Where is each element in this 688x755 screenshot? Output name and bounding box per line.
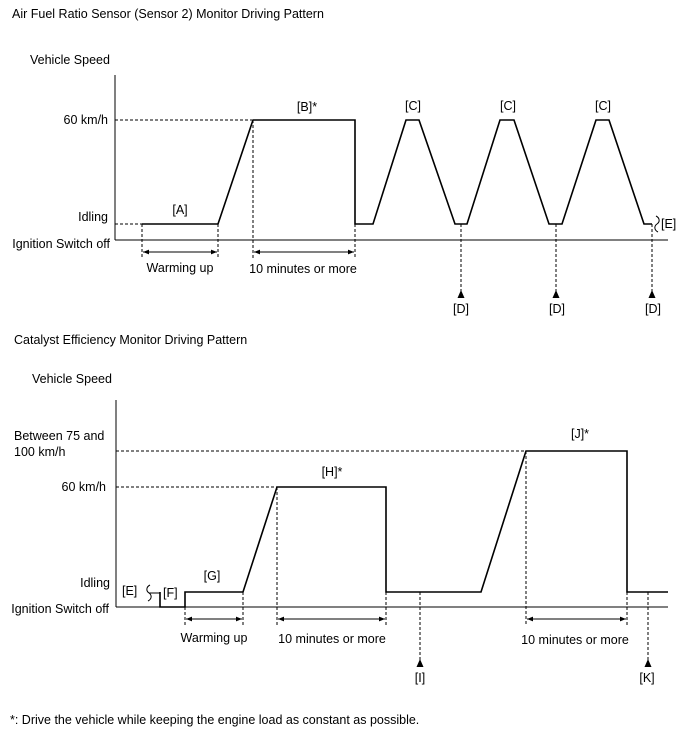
diagram2-ten-minutes-label-2: 10 minutes or more <box>521 633 629 647</box>
diagram1-label-c3: [C] <box>595 99 611 113</box>
footnote: *: Drive the vehicle while keeping the engine load as constant as possible. <box>10 713 420 727</box>
diagram1-label-b: [B]* <box>296 100 318 114</box>
diagram1-break-symbol-icon <box>655 216 659 232</box>
diagram1-title: Air Fuel Ratio Sensor (Sensor 2) Monitor Driving Pattern <box>12 7 324 21</box>
diagram1-label-d3: [D] <box>645 302 661 316</box>
diagram2-label-j: [J]* <box>570 427 590 441</box>
diagram1-label-d2: [D] <box>549 302 565 316</box>
diagram1-label-d1: [D] <box>453 302 469 316</box>
diagram2-speed-tick: 60 km/h <box>61 480 106 494</box>
diagram2-label-h: [H]* <box>321 465 343 479</box>
diagram2-label-e: [E] <box>122 584 138 598</box>
diagram2-high-speed-tick-line2: 100 km/h <box>14 445 66 459</box>
diagram1-label-a: [A] <box>172 203 188 217</box>
diagram1-ten-minutes-label: 10 minutes or more <box>249 262 357 276</box>
diagram1-label-c1: [C] <box>405 99 421 113</box>
diagram1-idling-tick: Idling <box>78 210 108 224</box>
diagram2-ignition-off-tick: Ignition Switch off <box>11 602 109 616</box>
diagram2-k-arrow-icon <box>645 659 652 667</box>
diagram2-label-i: [I] <box>414 671 426 685</box>
diagram2-idling-tick: Idling <box>80 576 110 590</box>
diagram1-label-e: [E] <box>661 217 677 231</box>
diagram1-label-c2: [C] <box>500 99 516 113</box>
diagram2-i-arrow-icon <box>417 659 424 667</box>
diagram2-title: Catalyst Efficiency Monitor Driving Pattern <box>14 333 248 347</box>
diagram1-ignition-off-tick: Ignition Switch off <box>12 237 110 251</box>
diagram1-speed-profile <box>142 120 652 224</box>
diagram2-high-speed-tick-line1: Between 75 and <box>14 429 105 443</box>
diagram2-label-k: [K] <box>639 671 655 685</box>
diagram1-d1-arrow-icon <box>458 290 465 298</box>
diagram2-warming-up-label: Warming up <box>180 631 248 645</box>
diagram2-label-g: [G] <box>203 569 221 583</box>
diagram2-label-f: [F] <box>163 586 178 600</box>
diagram1-speed-tick: 60 km/h <box>63 113 108 127</box>
diagram1-d2-arrow-icon <box>553 290 560 298</box>
diagram2-y-axis-label: Vehicle Speed <box>32 372 112 386</box>
diagram1-d3-arrow-icon <box>649 290 656 298</box>
diagram2-speed-profile <box>160 451 668 607</box>
diagram2-ten-minutes-label-1: 10 minutes or more <box>278 632 386 646</box>
diagram1-warming-up-label: Warming up <box>146 261 214 275</box>
diagram1-y-axis-label: Vehicle Speed <box>30 53 110 67</box>
